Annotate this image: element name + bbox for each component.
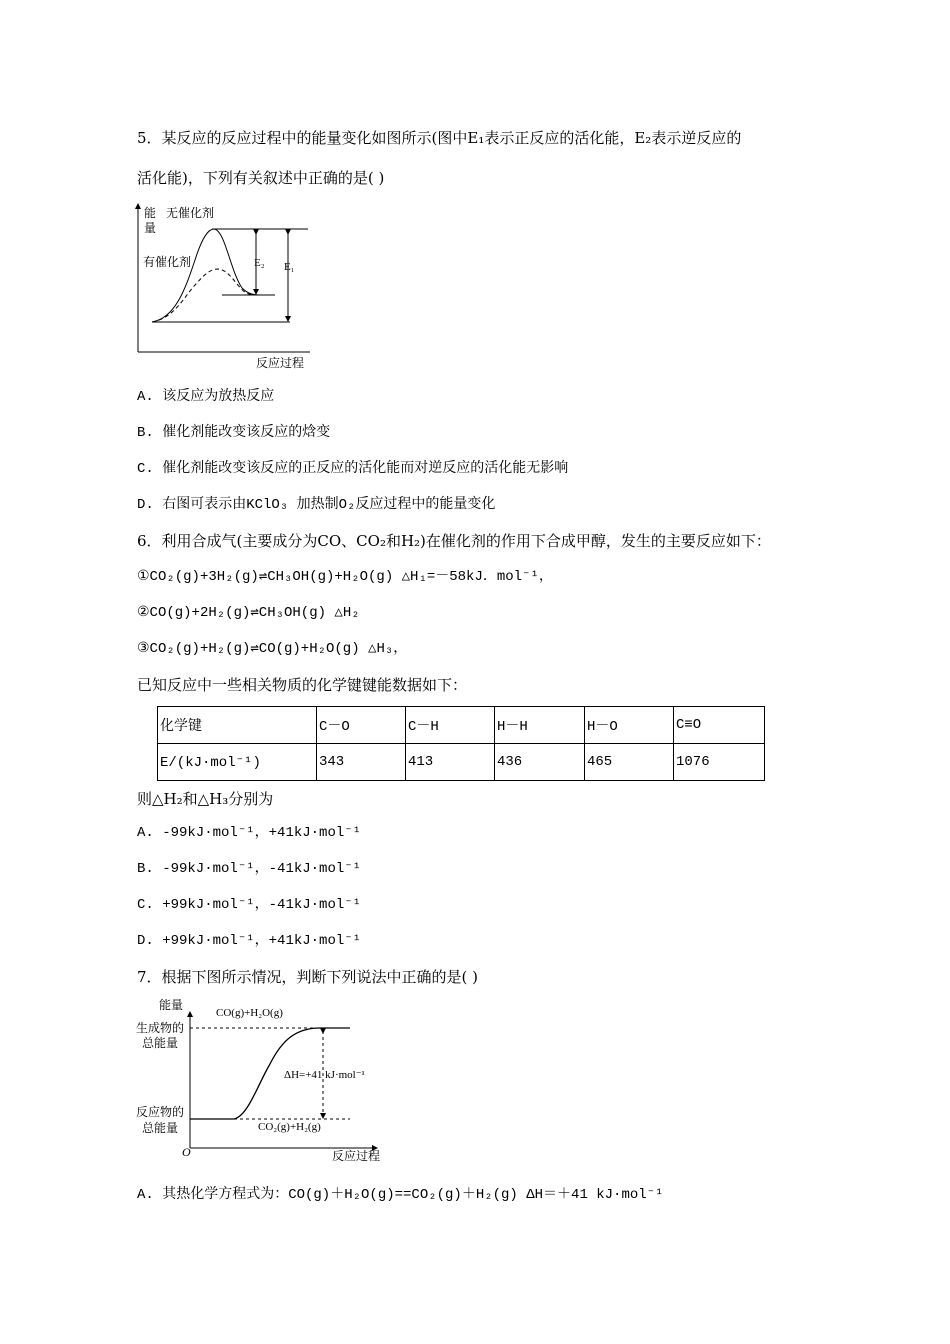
q6-reaction-1: ①CO₂(g)+3H₂(g)⇌CH₃OH(g)+H₂O(g) △H₁=－58kJ．mol⁻¹，: [137, 569, 553, 585]
q7-x-label: 反应过程: [332, 1149, 381, 1163]
bond-energy-table: [157, 706, 765, 781]
q7-delta-h-label: ΔH=+41 kJ·mol⁻¹: [284, 1069, 365, 1081]
q7-bottom-species: CO₂(g)+H₂(g): [258, 1121, 321, 1133]
table-cell: 436: [495, 744, 585, 781]
q5-curve-label-no-catalyst: 无催化剂: [166, 206, 215, 220]
q5-y-label-1: 能: [144, 206, 157, 220]
table-cell: 1076: [674, 744, 765, 781]
q5-stem-line1: 5．某反应的反应过程中的能量变化如图所示(图中E₁表示正反应的活化能，E₂表示逆反应的: [137, 129, 742, 147]
q5-option-c: C. 催化剂能改变该反应的正反应的活化能而对逆反应的活化能无影响: [137, 461, 569, 477]
q6-option-b: B. -99kJ·mol⁻¹，-41kJ·mol⁻¹: [137, 861, 362, 877]
q5-curve-label-catalyst: 有催化剂: [143, 255, 192, 269]
q7-origin: O: [182, 1145, 191, 1159]
table-cell: E/(kJ·mol⁻¹): [158, 744, 317, 781]
table-cell: C－H: [406, 707, 495, 744]
q7-option-a: A. 其热化学方程式为：CO(g)＋H₂O(g)==CO₂(g)＋H₂(g) ΔH＝＋41 kJ·mol⁻¹: [137, 1187, 664, 1203]
table-cell: 413: [406, 744, 495, 781]
q7-reactant-label-1: 反应物的: [136, 1105, 185, 1119]
q6-stem: 6．利用合成气(主要成分为CO、CO₂和H₂)在催化剂的作用下合成甲醇，发生的主要反应如下：: [137, 532, 771, 550]
q5-curve-no-catalyst: [152, 229, 260, 322]
q7-product-label-1: 生成物的: [136, 1021, 185, 1035]
q5-stem-line2: 活化能)，下列有关叙述中正确的是( ): [137, 169, 385, 187]
q7-stem: 7．根据下图所示情况，判断下列说法中正确的是( ): [137, 968, 479, 986]
table-cell: C≡O: [674, 707, 765, 744]
q6-reaction-3: ③CO₂(g)+H₂(g)⇌CO(g)+H₂O(g) △H₃，: [137, 641, 408, 657]
q6-option-c: C. +99kJ·mol⁻¹，-41kJ·mol⁻¹: [137, 897, 362, 913]
q6-option-d: D. +99kJ·mol⁻¹，+41kJ·mol⁻¹: [137, 933, 362, 949]
q6-table-intro: 已知反应中一些相关物质的化学键键能数据如下：: [137, 676, 468, 694]
q7-product-label-2: 总能量: [142, 1036, 179, 1050]
q6-option-a: A. -99kJ·mol⁻¹，+41kJ·mol⁻¹: [137, 825, 362, 841]
table-header-row: [158, 707, 765, 744]
q6-ask: 则△H₂和△H₃分别为: [137, 790, 274, 808]
q5-option-a: A. 该反应为放热反应: [137, 389, 275, 405]
q5-option-d: D. 右图可表示由KClO₃ 加热制O₂反应过程中的能量变化: [137, 497, 496, 513]
q7-reactant-label-2: 总能量: [142, 1121, 179, 1135]
q6-reaction-2: ②CO(g)+2H₂(g)⇌CH₃OH(g) △H₂: [137, 605, 360, 621]
table-cell: 465: [585, 744, 674, 781]
q5-e2-label: E₂: [254, 257, 265, 269]
table-cell: H－O: [585, 707, 674, 744]
q5-e1-label: E₁: [284, 261, 295, 273]
q7-y-label: 能量: [159, 998, 184, 1012]
q7-top-species: CO(g)+H₂O(g): [216, 1007, 283, 1019]
q5-y-label-2: 量: [144, 221, 157, 235]
q5-x-label: 反应过程: [256, 356, 305, 370]
table-cell: C－O: [317, 707, 406, 744]
table-cell: 化学键: [158, 707, 317, 744]
table-cell: 343: [317, 744, 406, 781]
table-cell: H－H: [495, 707, 585, 744]
q5-energy-diagram: [130, 200, 330, 370]
q7-energy-diagram: [130, 994, 390, 1164]
table-row: [158, 744, 765, 781]
q5-option-b: B. 催化剂能改变该反应的焓变: [137, 425, 331, 441]
